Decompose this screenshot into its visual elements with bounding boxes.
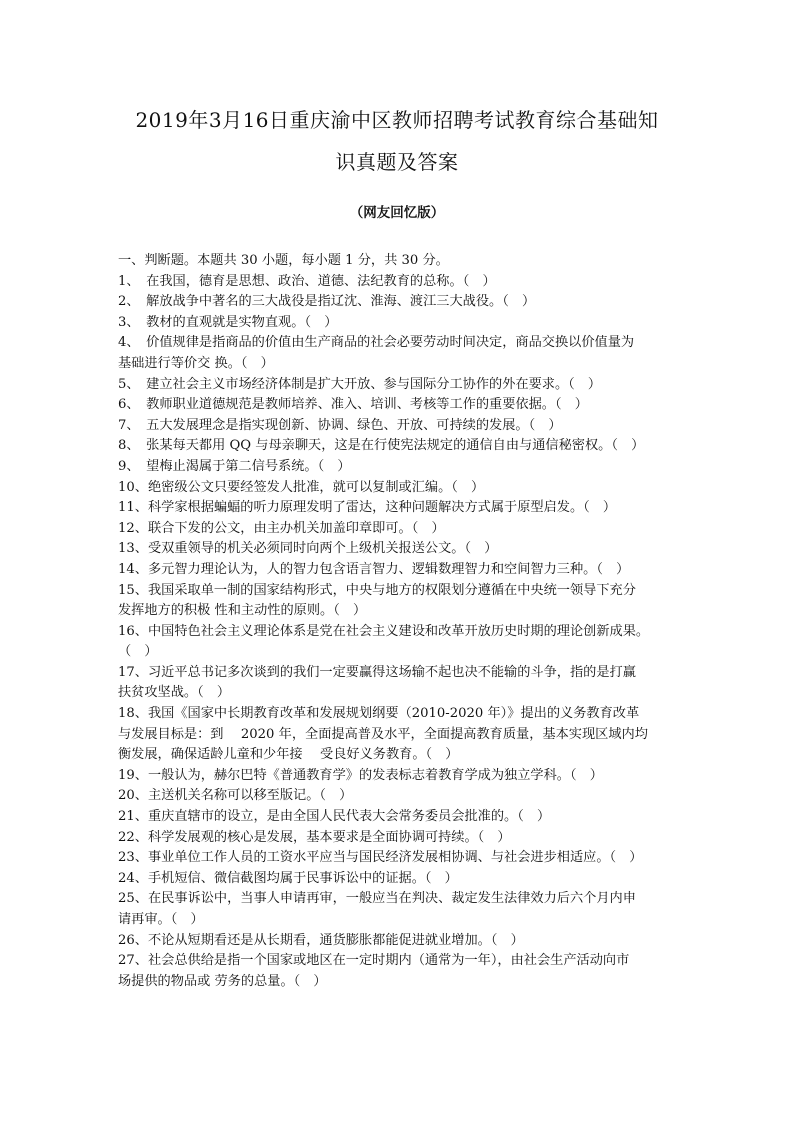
question-line: 15、我国采取单一制的国家结构形式，中央与地方的权限划分遵循在中央统一领导下充分 — [118, 582, 636, 598]
question-line: 26、不论从短期看还是从长期看，通货膨胀都能促进就业增加。（ ） — [118, 932, 524, 948]
question-line: 场提供的物品或 劳务的总量。（ ） — [118, 973, 327, 989]
question-line: 14、多元智力理论认为，人的智力包含语言智力、逻辑数理智力和空间智力三种。（ ） — [118, 561, 630, 577]
question-line: 发挥地方的积极 性和主动性的原则。（ ） — [118, 603, 367, 619]
question-line: 扶贫攻坚战。（ ） — [118, 685, 231, 701]
question-line: 24、手机短信、微信截图均属于民事诉讼中的证据。（ ） — [118, 870, 458, 886]
section-heading: 一、判断题。本题共 30 小题，每小题 1 分，共 30 分。 — [118, 253, 449, 268]
question-line: 衡发展，确保适龄儿童和少年接 受良好义务教育。（ ） — [118, 747, 459, 763]
question-line: 5、 建立社会主义市场经济体制是扩大开放、参与国际分工协作的外在要求。（ ） — [118, 376, 602, 392]
question-line: 17、习近平总书记多次谈到的我们一定要赢得这场输不起也决不能输的斗争，指的是打赢 — [118, 664, 636, 680]
question-line: 12、联合下发的公文，由主办机关加盖印章即可。（ ） — [118, 520, 445, 536]
question-line: 基础进行等价交 换。（ ） — [118, 355, 274, 371]
question-line: 20、主送机关名称可以移至版记。（ ） — [118, 788, 353, 804]
document-title-line-1: 2019年3月16日重庆渝中区教师招聘考试教育综合基础知 — [135, 108, 659, 132]
question-line: （ ） — [118, 644, 158, 660]
document-subtitle: （网友回忆版） — [349, 205, 445, 221]
question-line: 3、 教材的直观就是实物直观。（ ） — [118, 314, 338, 330]
question-line: 19、一般认为，赫尔巴特《普通教育学》的发表标志着教育学成为独立学科。（ ） — [118, 767, 603, 783]
question-line: 27、社会总供给是指一个国家或地区在一定时期内（通常为一年），由社会生产活动向市 — [118, 953, 630, 969]
question-line: 2、 解放战争中著名的三大战役是指辽沈、淮海、渡江三大战役。（ ） — [118, 294, 536, 310]
question-line: 9、 望梅止渴属于第二信号系统。（ ） — [118, 458, 351, 474]
question-line: 16、中国特色社会主义理论体系是党在社会主义建设和改革开放历史时期的理论创新成果。 — [118, 623, 650, 639]
question-line: 23、事业单位工作人员的工资水平应当与国民经济发展相协调、与社会进步相适应。（ ） — [118, 850, 643, 866]
document-title-line-2: 识真题及答案 — [335, 150, 459, 174]
question-line: 22、科学发展观的核心是发展，基本要求是全面协调可持续。（ ） — [118, 829, 511, 845]
question-line: 10、绝密级公文只要经签发人批准，就可以复制或汇编。（ ） — [118, 479, 485, 495]
question-line: 6、 教师职业道德规范是教师培养、准入、培训、考核等工作的重要依据。（ ） — [118, 397, 588, 413]
question-line: 与发展目标是：到 2020 年，全面提高普及水平，全面提高教育质量，基本实现区域内均 — [118, 726, 648, 742]
question-line: 21、重庆直辖市的设立，是由全国人民代表大会常务委员会批准的。（ ） — [118, 809, 551, 825]
question-line: 请再审。（ ） — [118, 912, 204, 927]
question-line: 11、科学家根据蝙蝠的听力原理发明了雷达，这种问题解决方式属于原型启发。（ ） — [118, 500, 617, 516]
question-line: 1、 在我国，德育是思想、政治、道德、法纪教育的总称。（ ） — [118, 273, 496, 289]
question-line: 13、受双重领导的机关必须同时向两个上级机关报送公文。（ ） — [118, 541, 498, 557]
question-list — [118, 251, 686, 992]
question-line: 8、 张某每天都用 QQ 与母亲聊天，这是在行使宪法规定的通信自由与通信秘密权。（ ） — [118, 438, 645, 454]
question-line: 18、我国《国家中长期教育改革和发展规划纲要（2010-2020 年）》提出的义务教育改革 — [118, 706, 640, 722]
question-line: 4、 价值规律是指商品的价值由生产商品的社会必要劳动时间决定，商品交换以价值量为 — [118, 335, 635, 351]
question-line: 25、在民事诉讼中，当事人申请再审，一般应当在判决、裁定发生法律效力后六个月内申 — [118, 891, 636, 907]
question-line: 7、 五大发展理念是指实现创新、协调、绿色、开放、可持续的发展。（ ） — [118, 417, 562, 433]
